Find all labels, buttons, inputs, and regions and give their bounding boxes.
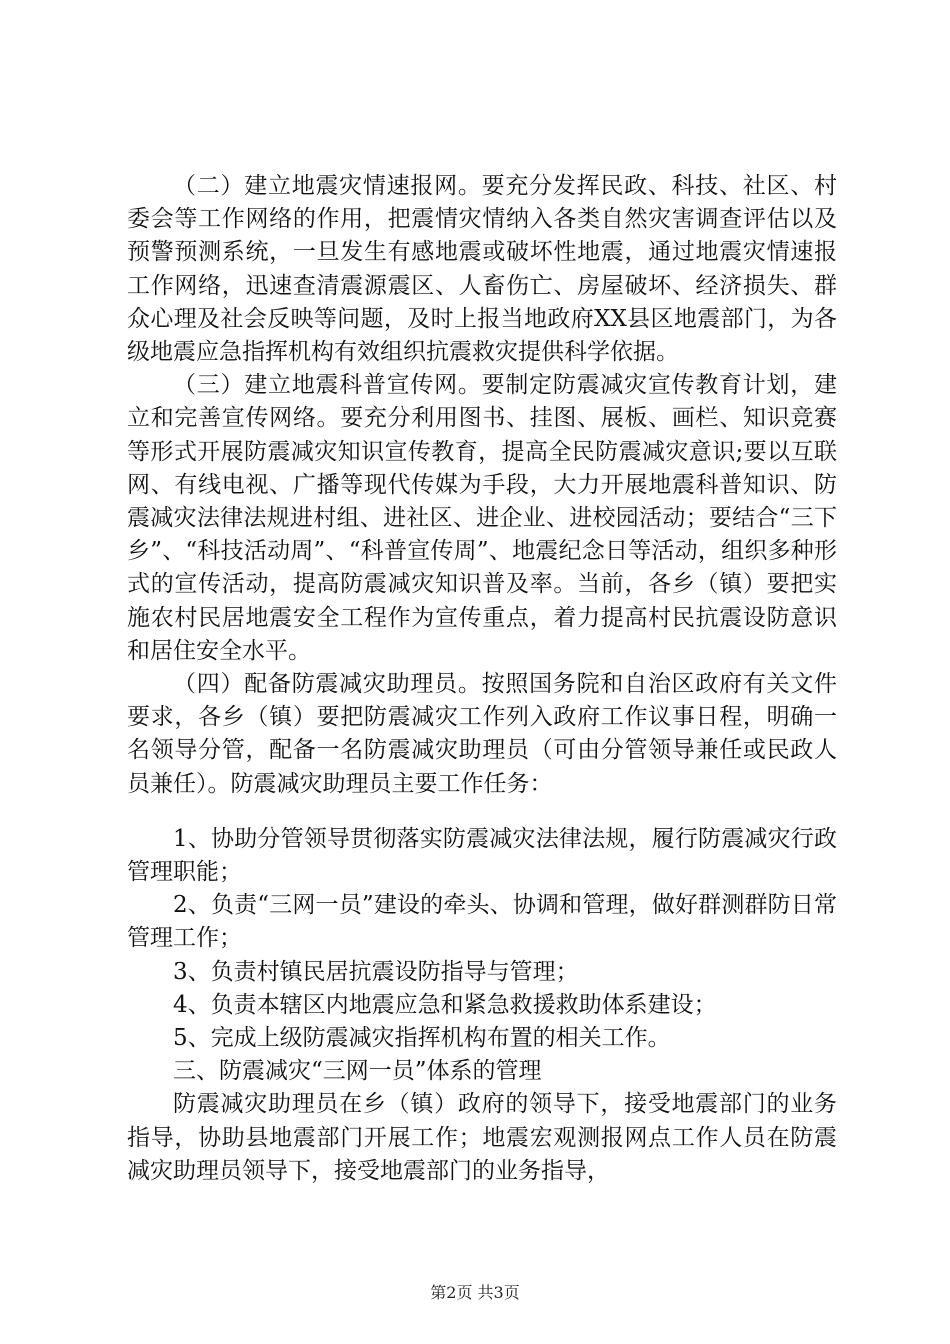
task-item-4: 4、负责本辖区内地震应急和紧急救援救助体系建设； — [173, 991, 717, 1018]
paragraph-disaster-report-network: （二）建立地震灾情速报网。要充分发挥民政、科技、社区、村委会等工作网络的作用，把震情灾情纳入各类自然灾害调查评估以及预警预测系统，一旦发生有感地震或破坏性地震，通过地震灾情速报工作网络，迅速查清震源震区、人畜伤亡、房屋破坏、经济损失、群众心理及社会反映等问题，及时上报当地政府XX县区地震部门，为各级地震应急指挥机构有效组织抗震救灾提供科学依据。 — [127, 173, 837, 366]
paragraph-assistant-staffing: （四）配备防震减灾助理员。按照国务院和自治区政府有关文件要求，各乡（镇）要把防震减灾工作列入政府工作议事日程，明确一名领导分管，配备一名防震减灾助理员（可由分管领导兼任或民政人员兼任）。防震减灾助理员主要工作任务： — [127, 671, 837, 797]
document-body — [127, 170, 837, 1188]
task-item-1: 1、协助分管领导贯彻落实防震减灾法律法规，履行防震减灾行政管理职能； — [127, 825, 837, 886]
task-item-5: 5、完成上级防震减灾指挥机构布置的相关工作。 — [173, 1025, 671, 1052]
task-item-3: 3、负责村镇民居抗震设防指导与管理； — [173, 958, 579, 985]
section-heading: 三、防震减灾“三网一员”体系的管理 — [173, 1058, 542, 1085]
paragraph-science-publicity-network: （三）建立地震科普宣传网。要制定防震减灾宣传教育计划，建立和完善宣传网络。要充分利用图书、挂图、展板、画栏、知识竞赛等形式开展防震减灾知识宣传教育，提高全民防震减灾意识;要以互联网、有线电视、广播等现代传媒为手段，大力开展地震科普知识、防震减灾法律法规进村组、进社区、进企业、进校园活动；要结合“三下乡”、“科技活动周”、“科普宣传周”、地震纪念日等活动，组织多种形式的宣传活动，提高防震减灾知识普及率。当前，各乡（镇）要把实施农村民居地震安全工程作为宣传重点，着力提高村民抗震设防意识和居住安全水平。 — [127, 372, 837, 664]
closing-paragraph: 防震减灾助理员在乡（镇）政府的领导下，接受地震部门的业务指导，协助县地震部门开展工作；地震宏观测报网点工作人员在防震减灾助理员领导下，接受地震部门的业务指导， — [127, 1091, 837, 1184]
page-footer: 第2页 共3页 — [430, 1283, 520, 1302]
task-item-2: 2、负责“三网一员”建设的牵头、协调和管理，做好群测群防日常管理工作； — [127, 892, 837, 952]
paragraph-spacer — [127, 801, 837, 823]
